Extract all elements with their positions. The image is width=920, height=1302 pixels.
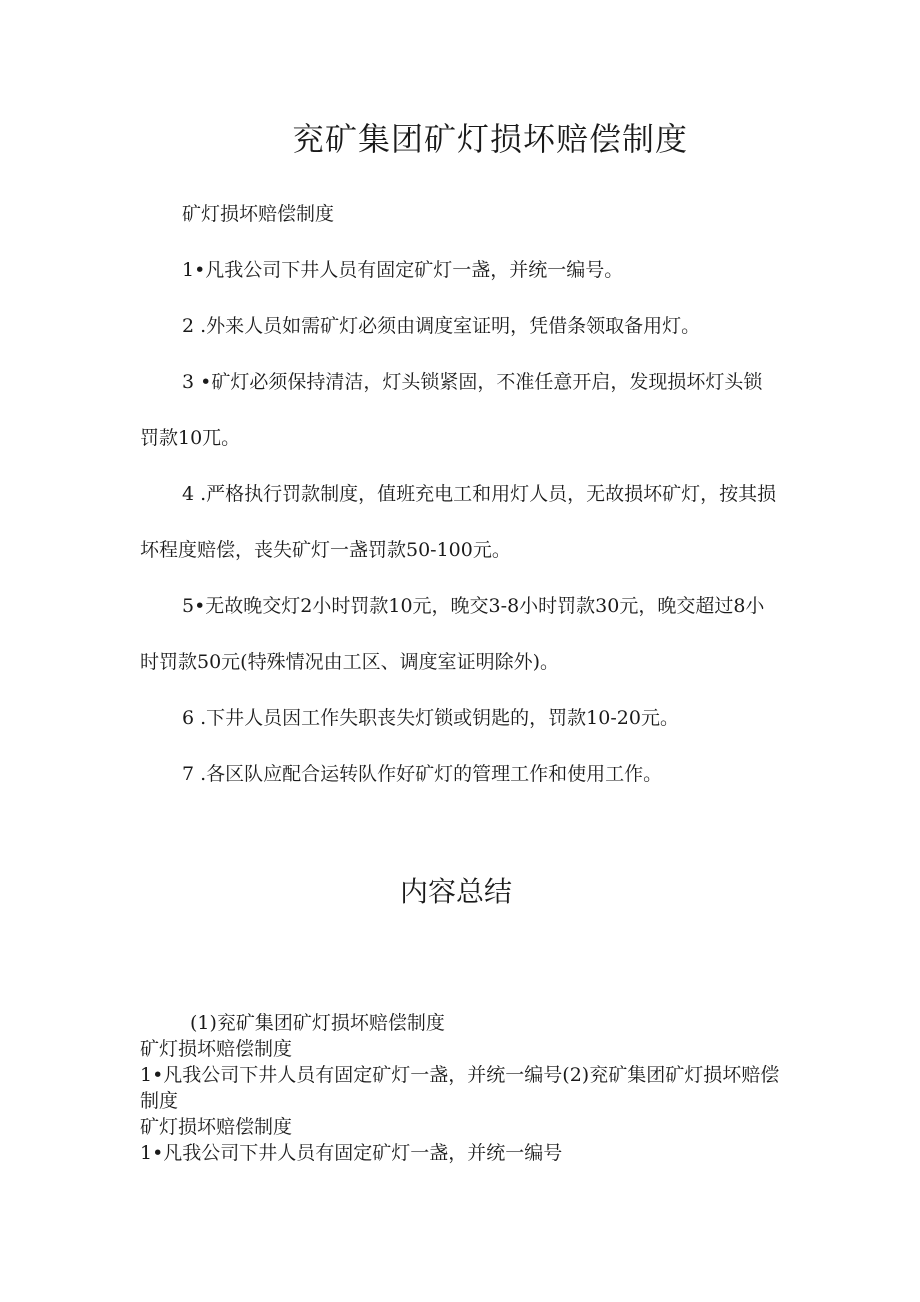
rule-item-3: 3 •矿灯必须保持清洁，灯头锁紧固，不准任意开启，发现损坏灯头锁罚款10兀。 xyxy=(140,371,763,449)
document-subtitle: 矿灯损坏赔偿制度 xyxy=(182,203,335,225)
rule-item-4: 4 .严格执行罚款制度，值班充电工和用灯人员，无故损坏矿灯，按其损坏程度赔偿，丧失矿灯一盏罚款50-100元。 xyxy=(140,483,777,561)
summary-line: 1•凡我公司下井人员有固定矿灯一盏，并统一编号 xyxy=(140,1142,563,1164)
summary-line: 矿灯损坏赔偿制度 xyxy=(140,1038,293,1060)
rule-item-1: 1•凡我公司下井人员有固定矿灯一盏，并统一编号。 xyxy=(182,259,624,281)
rule-item-2: 2 .外来人员如需矿灯必须由调度室证明，凭借条领取备用灯。 xyxy=(182,315,701,337)
rule-item-5: 5•无故晚交灯2小时罚款10元，晚交3-8小时罚款30元，晚交超过8小时罚款50元(特殊情况由工区、调度室证明除外)。 xyxy=(140,595,765,673)
summary-line: 1•凡我公司下井人员有固定矿灯一盏，并统一编号(2)兖矿集团矿灯损坏赔偿制度 xyxy=(140,1064,780,1112)
summary-heading: 内容总结 xyxy=(399,875,512,908)
rule-item-7: 7 .各区队应配合运转队作好矿灯的管理工作和使用工作。 xyxy=(182,763,663,785)
document-title: 兖矿集团矿灯损坏赔偿制度 xyxy=(291,120,688,158)
summary-line: 矿灯损坏赔偿制度 xyxy=(140,1116,293,1138)
summary-line: (1)兖矿集团矿灯损坏赔偿制度 xyxy=(190,1012,445,1034)
rule-item-6: 6 .下井人员因工作失职丧失灯锁或钥匙的，罚款10-20元。 xyxy=(182,707,679,729)
